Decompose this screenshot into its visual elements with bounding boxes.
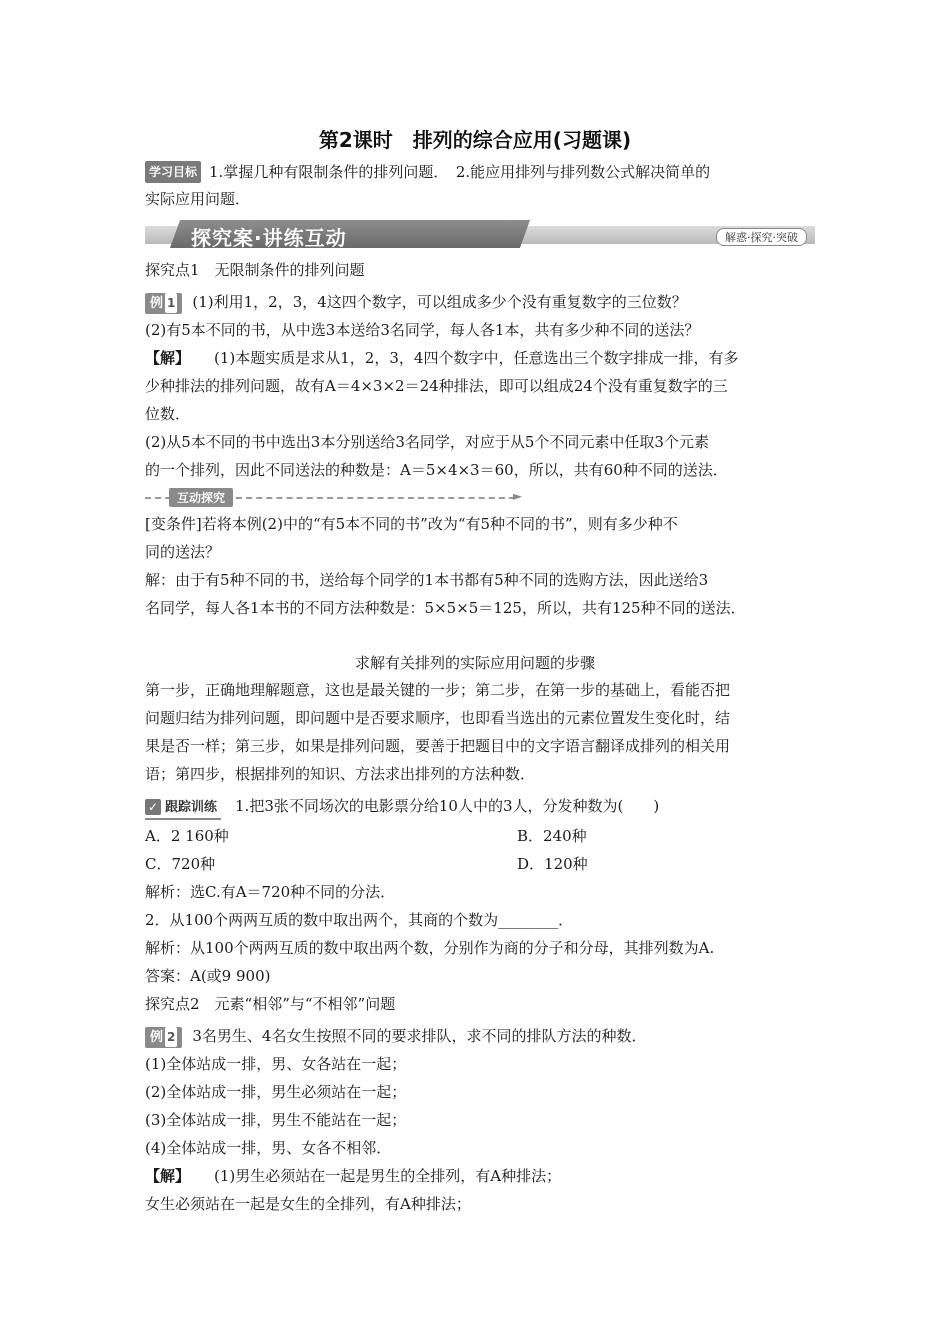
example-badge: 例 2: [145, 1027, 182, 1048]
steps-line-4: 语；第四步，根据排列的知识、方法求出排列的方法种数．: [145, 765, 536, 783]
variant-1: [变条件]若将本例(2)中的“有5本不同的书”改为“有5种不同的书”，则有多少种不: [145, 515, 678, 533]
variant-solution-2: 名同学，每人各1本书的不同方法种数是：5×5×5＝125，所以，共有125种不同的送法．: [145, 599, 746, 617]
variant-2: 同的送法？: [145, 543, 221, 561]
ex1-answer-1: 【解】 (1)本题实质是求从1，2，3，4四个数字中，任意选出三个数字排成一排，有多: [145, 349, 739, 367]
goal-line-1: 1.掌握几种有限制条件的排列问题． 2.能应用排列与排列数公式解决简单的: [209, 163, 711, 181]
ex2-case-3: (3)全体站成一排，男生不能站在一起；: [145, 1111, 407, 1129]
steps-line-1: 第一步，正确地理解题意，这也是最关键的一步；第二步，在第一步的基础上，看能否把: [145, 681, 731, 699]
ex1-question-1: 例 1 (1)利用1，2，3，4这四个数字，可以组成多少个没有重复数字的三位数？: [145, 292, 687, 314]
arrow-icon: ►: [513, 489, 523, 503]
option-a: A．2 160种: [145, 827, 229, 845]
ex2-case-2: (2)全体站成一排，男生必须站在一起；: [145, 1083, 407, 1101]
banner-title: 探究案·讲练互动: [191, 226, 347, 250]
option-b: B．240种: [517, 827, 587, 845]
ex2-answer-2: 女生必须站在一起是女生的全排列，有A种排法；: [145, 1195, 471, 1213]
training-answer-1: 解析：选C.有A＝720种不同的分法．: [145, 883, 396, 901]
ex2-question: 例 2 3名男生、4名女生按照不同的要求排队，求不同的排队方法的种数．: [145, 1026, 646, 1048]
point1-heading: 探究点1 无限制条件的排列问题: [145, 261, 365, 279]
training-answer-3: 答案：A(或9 900): [145, 967, 271, 985]
ex1-question-2: (2)有5本不同的书，从中选3本送给3名同学，每人各1本，共有多少种不同的送法？: [145, 321, 700, 339]
ex1-answer-2: 少种排法的排列问题，故有A＝4×3×2＝24种排法，即可以组成24个没有重复数字的三: [145, 377, 728, 395]
page-title: 第2课时 排列的综合应用(习题课): [318, 128, 632, 152]
ex1-answer-4: (2)从5本不同的书中选出3本分别送给3名同学，对应于从5个不同元素中任取3个元素: [145, 433, 709, 451]
variant-solution-1: 解：由于有5种不同的书，送给每个同学的1本书都有5种不同的选购方法，因此送给3: [145, 571, 709, 589]
ex2-case-1: (1)全体站成一排，男、女各站在一起；: [145, 1055, 407, 1073]
goal-line-2: 实际应用问题．: [145, 190, 251, 208]
interactive-explore-divider: [145, 488, 525, 506]
learning-goal-badge: 学习目标: [145, 161, 201, 183]
learning-goal: [145, 161, 710, 183]
training-answer-2: 解析：从100个两两互质的数中取出两个数，分别作为商的分子和分母，其排列数为A.: [145, 939, 715, 957]
steps-line-2: 问题归结为排列问题，即问题中是否要求顺序，也即看当选出的元素位置发生变化时，结: [145, 709, 731, 727]
point2-heading: 探究点2 元素“相邻”与“不相邻”问题: [145, 995, 396, 1013]
ex1-answer-3: 位数．: [145, 405, 191, 423]
check-icon: ✓: [145, 799, 161, 815]
example-badge: 例 1: [145, 293, 182, 314]
training-question-2: 2．从100个两两互质的数中取出两个，其商的个数为________．: [145, 911, 574, 929]
ex2-case-4: (4)全体站成一排，男、女各不相邻．: [145, 1139, 392, 1157]
section-banner: [145, 220, 815, 248]
banner-right-label: 解惑·探究·突破: [716, 228, 807, 246]
ex1-answer-5: 的一个排列，因此不同送法的种数是：A＝5×4×3＝60，所以，共有60种不同的送法．: [145, 461, 728, 479]
option-d: D．120种: [517, 855, 588, 873]
training-badge: ✓ 跟踪训练: [145, 798, 221, 820]
interactive-explore-label: 互动探究: [169, 488, 233, 507]
training-question-1: ✓ 跟踪训练 1.把3张不同场次的电影票分给10人中的3人，分发种数为( ): [145, 796, 659, 820]
steps-line-3: 果是否一样；第三步，如果是排列问题，要善于把题目中的文字语言翻译成排列的相关用: [145, 737, 731, 755]
option-c: C．720种: [145, 855, 216, 873]
steps-title: 求解有关排列的实际应用问题的步骤: [354, 654, 595, 672]
ex2-answer-1: 【解】 (1)男生必须站在一起是男生的全排列，有A种排法；: [145, 1167, 562, 1185]
